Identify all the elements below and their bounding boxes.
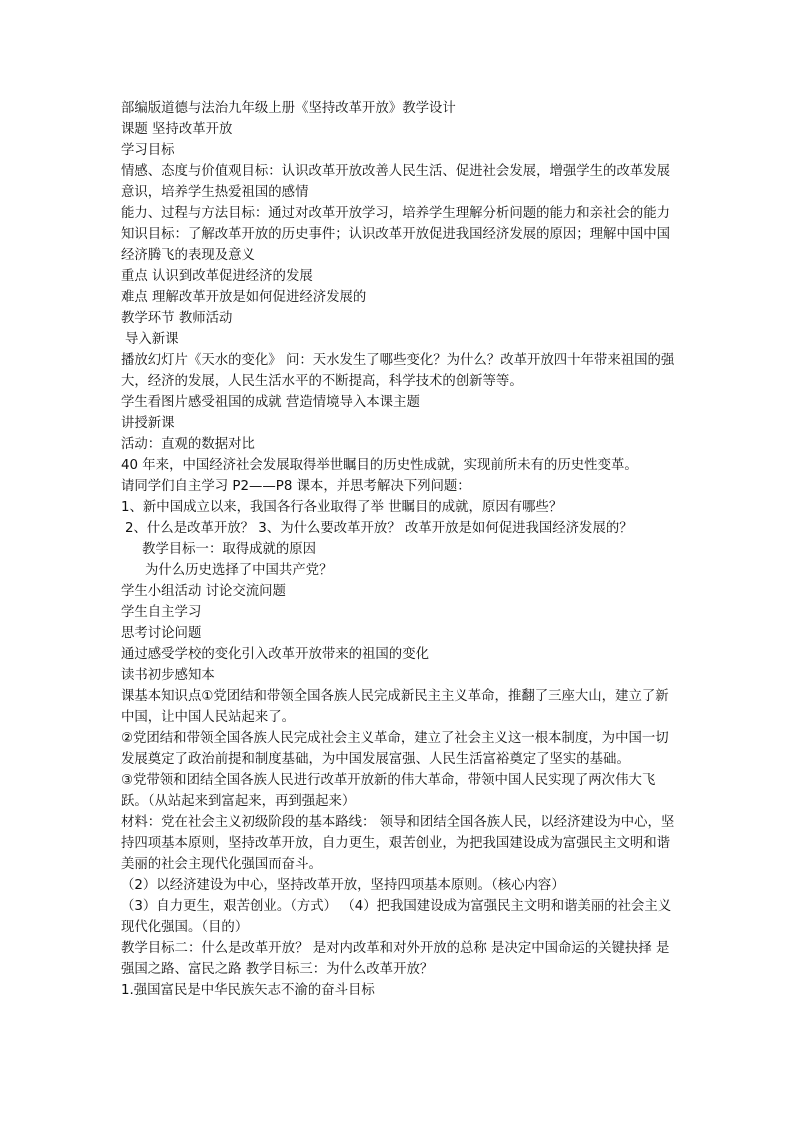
school-change-intro: 通过感受学校的变化引入改革开放带来的祖国的变化 [121,647,429,662]
activity-data-comparison: 活动：直观的数据对比 [121,437,255,452]
basic-line-material: 材料：党在社会主义初级阶段的基本路线： 领导和团结全国各族人民，以经济建设为中心，坚持四项基本原则，坚持改革开放，自力更生，艰苦创业，为把我国建设成为富强民主文明和谐美丽的社会主现代化强国而奋斗。 [121,815,675,872]
intro-activity: 播放幻灯片《天水的变化》 问：天水发生了哪些变化？为什么？改革开放四十年带来祖国的强大，经济的发展，人民生活水平的不断提高，科学技术的创新等等。 [121,353,675,389]
difficult-point: 难点 理解改革开放是如何促进经济发展的 [121,290,367,305]
method-and-goal: （3）自力更生，艰苦创业。（方式） （4）把我国建设成为富强民主文明和谐美丽的社会主义现代化强国。（目的） [121,899,672,935]
self-study-instruction: 请同学们自主学习 P2——P8 课本，并思考解决下列问题： [121,479,471,494]
reading-heading: 读书初步感知本 [121,668,215,683]
new-lesson-heading: 讲授新课 [121,416,175,431]
forty-years-statement: 40 年来，中国经济社会发展取得举世瞩目的历史性成就，实现前所未有的历史性变革。 [121,458,638,473]
question-1: 1、新中国成立以来，我国各行各业取得了举 世瞩目的成就，原因有哪些？ [121,500,563,515]
group-activity: 学生小组活动 讨论交流问题 [121,584,286,599]
document-title: 部编版道德与法治九年级上册《坚持改革开放》教学设计 [121,101,456,116]
objective-ability: 能力、过程与方法目标：通过对改革开放学习，培养学生理解分析问题的能力和亲社会的能力 [121,206,671,221]
document-body [121,98,681,1001]
why-cpc-question: 为什么历史选择了中国共产党？ [145,563,333,578]
objective-knowledge: 知识目标：了解改革开放的历史事件；认识改革开放促进我国经济发展的原因；理解中国中国经济腾飞的表现及意义 [121,227,671,263]
key-point: 重点 认识到改革促进经济的发展 [121,269,313,284]
knowledge-point-1: 课基本知识点①党团结和带领全国各族人民完成新民主主义革命，推翻了三座大山，建立了新中国，让中国人民站起来了。 [121,689,669,725]
objectives-two-three: 教学目标二：什么是改革开放？ 是对内改革和对外开放的总称 是决定中国命运的关键抉择 是强国之路、富民之路 教学目标三：为什么改革开放？ [121,941,670,977]
core-content: （2）以经济建设为中心，坚持改革开放，坚持四项基本原则。（核心内容） [121,878,565,893]
knowledge-point-2: ②党团结和带领全国各族人民完成社会主义革命，建立了社会主义这一根本制度，为中国一切发展奠定了政治前提和制度基础，为中国发展富强、人民生活富裕奠定了坚实的基础。 [121,731,669,767]
teaching-stage-heading: 教学环节 教师活动 [121,311,233,326]
objective-emotion: 情感、态度与价值观目标：认识改革开放改善人民生活、促进社会发展，增强学生的改革发展意识，培养学生热爱祖国的感情 [121,164,671,200]
student-activity-intro: 学生看图片感受祖国的成就 营造情境导入本课主题 [121,395,420,410]
knowledge-point-3: ③党带领和团结全国各族人民进行改革开放新的伟大革命，带领中国人民实现了两次伟大飞跃。（从站起来到富起来，再到强起来） [121,773,656,809]
question-2-3: 2、什么是改革开放？ 3、为什么要改革开放？ 改革开放是如何促进我国经济发展的？ [125,521,633,536]
lesson-topic: 课题 坚持改革开放 [121,122,233,137]
objective-one-heading: 教学目标一：取得成就的原因 [142,542,317,557]
reason-1: 1.强国富民是中华民族矢志不渝的奋斗目标 [121,983,375,998]
section-heading-objectives: 学习目标 [121,143,175,158]
intro-heading: 导入新课 [125,332,179,347]
discussion: 思考讨论问题 [121,626,202,641]
self-study: 学生自主学习 [121,605,202,620]
